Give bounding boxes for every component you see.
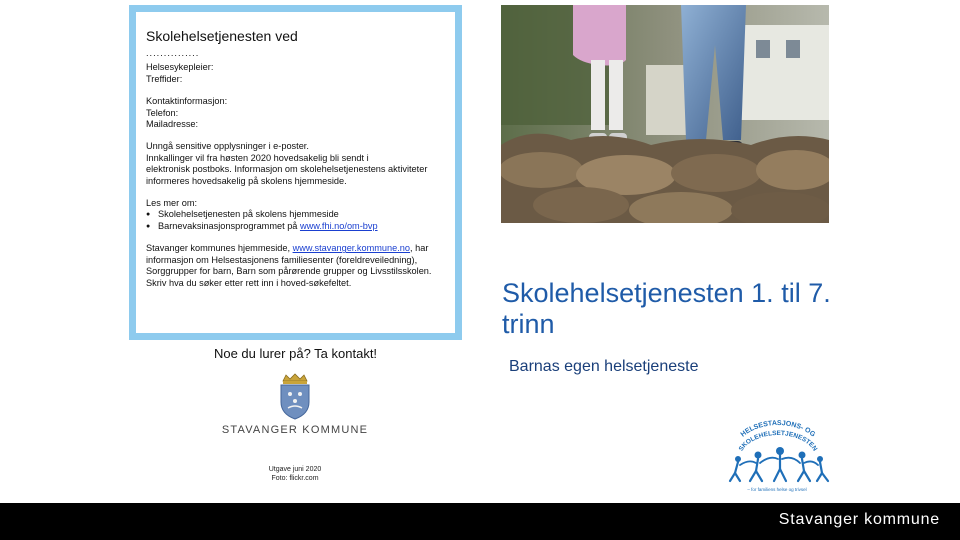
poster-dots: ...............	[146, 48, 200, 58]
kommune-link[interactable]: www.stavanger.kommune.no	[292, 243, 411, 254]
poster-paragraph-line: informasjon om Helsestasjonens familiesenter (foreldreveiledning),	[146, 254, 418, 265]
poster-line: Telefon:	[146, 107, 179, 118]
page-title: Skolehelsetjenesten 1. til 7. trinn	[502, 278, 831, 339]
stavanger-crest-icon	[278, 372, 312, 420]
contact-question: Noe du lurer på? Ta kontakt!	[213, 346, 378, 361]
svg-text:– for familiens helse og trivs: – for familiens helse og trivsel	[747, 487, 807, 492]
poster-paragraph-line: Sorggrupper for barn, Barn som pårørende grupper og Livsstilsskolen.	[146, 266, 432, 277]
read-more-list	[146, 209, 445, 232]
poster-line: Treffider:	[146, 73, 183, 84]
kommune-name: STAVANGER KOMMUNE	[221, 424, 369, 436]
poster-paragraph-line: elektronisk postboks. Informasjon om skolehelsetjenestens aktiviteter	[146, 164, 428, 175]
poster-paragraph-line: Skriv hva du søker etter rett inn i hoved-søkefeltet.	[146, 277, 352, 288]
svg-text:HELSESTASJONS- OG: HELSESTASJONS- OG	[739, 419, 817, 439]
footer-bar	[0, 503, 960, 540]
page-subtitle: Barnas egen helsetjeneste	[509, 358, 699, 375]
credits: Utgave juni 2020 Foto: flickr.com	[268, 466, 322, 482]
poster-paragraph-line: informeres hovedsakelig på skolens hjemmeside.	[146, 175, 347, 186]
children-photo	[501, 5, 829, 223]
poster-content	[136, 12, 455, 333]
list-item: ● Barnevaksinasjonsprogrammet på www.fhi.no/om-bvp	[146, 221, 445, 232]
poster-line: Mailadresse:	[146, 119, 199, 130]
poster-title: Skolehelsetjenesten ved	[146, 28, 298, 44]
list-item: ● Skolehelsetjenesten på skolens hjemmeside	[146, 209, 445, 220]
poster-paragraph-line: Stavanger kommunes hjemmeside, www.stavanger.kommune.no, har	[146, 243, 429, 254]
poster-line: Kontaktinformasjon:	[146, 96, 228, 107]
poster-line: Helsesykepleier:	[146, 62, 214, 73]
read-more-label: Les mer om:	[146, 198, 198, 209]
helsestasjon-logo-icon	[720, 415, 835, 495]
footer-brand: Stavanger kommune	[778, 511, 940, 528]
poster-frame	[129, 5, 462, 340]
fhi-link[interactable]: www.fhi.no/om-bvp	[299, 220, 378, 231]
poster-paragraph-line: Unngå sensitive opplysninger i e-poster.	[146, 141, 309, 152]
poster-paragraph-line: Innkallinger vil fra høsten 2020 hovedsakelig bli sendt i	[146, 152, 369, 163]
svg-text:SKOLEHELSETJENESTEN: SKOLEHELSETJENESTEN	[737, 429, 819, 453]
